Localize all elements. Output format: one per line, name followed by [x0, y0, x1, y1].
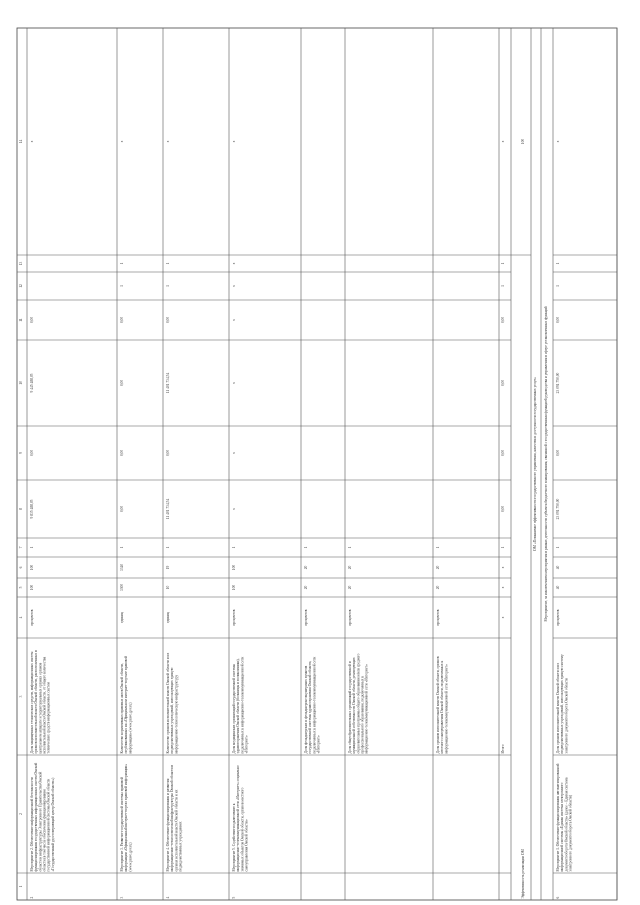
- total-cell-11: 0,00: [501, 316, 506, 324]
- row-2-cell-9: 0,00: [120, 449, 125, 457]
- row-2-cell-6: 3340: [120, 563, 125, 572]
- measure-section-header: Мероприятие, за исключением мероприятия в рамках деятельности субъекта бюджетного планирования, связанной с государственным функцией руководства и управления в сфере установленных функций: [544, 306, 549, 622]
- row-4-cell-9: х: [232, 452, 237, 454]
- header-cell-3: 3: [19, 695, 24, 698]
- header-cell-10: 10: [19, 381, 24, 385]
- row-3-cell-3: Количество органов исполнительной власти Омской области и ихподведомственных учреждений, использующих единуюинформационно-технологическую инфраструктуру: [166, 652, 179, 754]
- row-2-cell-14: х: [120, 140, 125, 143]
- effectiveness-label: Эффективность реализации ОМ: [521, 849, 526, 899]
- row-3-cell-10: 11 401 734,54: [166, 372, 171, 394]
- header-cell-12: 12: [19, 284, 24, 288]
- row-3-cell-6: 19: [166, 565, 171, 570]
- last-row-cell-10: 23 091 750,00: [556, 372, 561, 394]
- last-row-cell-3: Доля органов исполнительной власти Омской области и ихподведомственных учреждений, использующих единую системуэлектронного документооборота Омской области: [556, 654, 569, 754]
- row-4-cell-2: Мероприятие 5. Содействие подключению кинформационно-телекоммуникационной сети «Интернет» социальнозначимых объектов Омской области, органов местногосамоуправления Омской области»: [232, 765, 249, 872]
- last-row-cell-7: 1: [556, 546, 561, 549]
- header-cell-7: 7: [19, 546, 24, 549]
- row-3-cell-2: Мероприятие 4. Обеспечение функционирования и развитияинформационно-технологической инфраструктуры Омской области ворганах исполнительной власти Омской области и ихподведомственных учреждениях: [166, 764, 183, 872]
- last-row-cell-14: х: [556, 140, 561, 143]
- row-2-cell-3: Количество нормативных правовых актов Омской области,опубликованных на «Официальном интернет-портале правовойинформации» (www.pravo.gov.ru): [120, 655, 133, 754]
- row-5-cell-3: Доля фельдшерских и фельдшерско-акушерских пунктовгосударственной системы здравоохранения Омской области,подключенных к информационно-телекоммуникационной сети«Интернет»: [304, 656, 321, 754]
- row-6-cell-5: 20: [348, 585, 353, 590]
- row-3-cell-1: 4: [166, 896, 171, 899]
- row-1-cell-14: х: [30, 140, 35, 143]
- header-cell-1: 1: [19, 885, 24, 888]
- row-2-cell-1: 3: [120, 896, 125, 899]
- row-6-cell-4: процентов: [348, 609, 353, 626]
- total-cell-6: х: [501, 566, 506, 569]
- row-3-cell-9: 0,00: [166, 449, 171, 457]
- last-row-cell-5: 40: [556, 585, 561, 590]
- row-4-cell-13: х: [232, 262, 237, 265]
- row-4-cell-1: 5: [232, 896, 237, 899]
- total-cell-4: х: [501, 616, 506, 619]
- header-cell-5: 5: [19, 586, 24, 589]
- row-1-cell-10: 9 445 488,05: [30, 373, 35, 393]
- header-cell-9: 9: [19, 452, 24, 454]
- header-cell-13: 13: [19, 261, 24, 266]
- last-row-cell-4: процентов: [556, 609, 561, 626]
- last-row-cell-1: 6: [556, 896, 561, 899]
- row-2-cell-2: Мероприятие 3. Развитие государственной системы правовойинформации «Официальный интернет-портал правовой информации»(www.pravo.gov.ru): [120, 763, 133, 872]
- row-7-cell-7: 1: [436, 546, 441, 549]
- total-cell-14: х: [501, 140, 506, 143]
- row-3-cell-14: х: [166, 140, 171, 143]
- row-1-cell-7: 1: [30, 546, 35, 549]
- last-row-cell-2: Мероприятие 1. Обеспечение функционирования автоматизированнойинформационной системы «Единая система электронногодокументооборота Омской области» (далее – Единая системаэлектронного документооборота Омской области): [556, 763, 573, 872]
- row-1-cell-8: 9 835 488,05: [30, 499, 35, 519]
- row-5-cell-6: 20: [304, 565, 309, 570]
- row-4-cell-12: х: [232, 285, 237, 287]
- row-7-cell-4: процентов: [436, 609, 441, 626]
- row-3-cell-7: 1: [166, 546, 171, 549]
- effectiveness-value: 100: [521, 138, 526, 145]
- row-4-cell-3: Доля медицинских организаций государственной системыздравоохранения Омской области (больницы и поликлиники),подключенных к информационно-телекоммуникационной сети«Интернет»: [232, 656, 249, 754]
- total-cell-9: 0,00: [501, 449, 506, 457]
- row-1-cell-6: 100: [30, 564, 35, 571]
- row-1-cell-2: Мероприятие 2. Обеспечение информационной безопасностифункционирования государственных информационных систем Омскойобласти и инфраструктуры Электронного Правительства Омскойобласти (в том числе обеспечение функционированиягосударственной информационной системы Омской области«Государственный удостоверяющий центр Омской области»): [30, 762, 55, 872]
- row-3-cell-11: 0,00: [166, 316, 171, 324]
- last-row-cell-12: 1: [556, 285, 561, 287]
- last-row-cell-13: 1: [556, 262, 561, 265]
- row-2-cell-4: единиц: [120, 611, 125, 624]
- row-6-cell-7: 1: [348, 546, 353, 549]
- row-2-cell-12: 1: [120, 285, 125, 287]
- header-cell-6: 6: [19, 566, 24, 569]
- row-1-cell-5: 100: [30, 584, 35, 591]
- row-3-cell-13: 1: [166, 262, 171, 265]
- row-5-cell-4: процентов: [304, 609, 309, 626]
- row-1-cell-3: Доля защищенных технических средств, информационных системорганов исполнительной власти Омской области, расположенных вцентральном аппарате и территориальных органах органовисполнительной власти Омской области, от общего количестватехнических средств информационных систем: [30, 650, 51, 754]
- total-label: Итого: [501, 744, 506, 754]
- last-row-cell-8: 23 091 750,00: [556, 498, 561, 520]
- row-2-cell-10: 0,00: [120, 379, 125, 387]
- row-1-cell-11: 0,00: [30, 316, 35, 324]
- row-2-cell-8: 0,00: [120, 505, 125, 513]
- row-1-cell-1: 2: [30, 896, 35, 899]
- row-4-cell-8: х: [232, 508, 237, 510]
- row-5-cell-7: 1: [304, 546, 309, 549]
- row-4-cell-4: процентов: [232, 609, 237, 626]
- row-6-cell-3: Доля общеобразовательных организаций государственной имуниципальной собственности Омской области, реализующихобразовательные программы общего образования и/или среднегопрофессионального образования, подключенных кинформационно-телекоммуникационной сети «Интернет»: [348, 653, 369, 754]
- header-cell-8: 8: [19, 508, 24, 510]
- row-7-cell-3: Доля органов исполнительной власти Омской области, органовместного самоуправления Омской области, подключенных кинформационно-телекоммуникационной сети «Интернет»: [436, 656, 449, 754]
- last-row-cell-9: 0,00: [556, 449, 561, 457]
- total-cell-8: 0,00: [501, 505, 506, 513]
- row-2-cell-11: 0,00: [120, 316, 125, 324]
- total-cell-5: х: [501, 586, 506, 589]
- row-2-cell-7: 1: [120, 546, 125, 549]
- row-4-cell-11: х: [232, 319, 237, 321]
- header-cell-2: 2: [19, 813, 24, 815]
- row-5-cell-5: 20: [304, 585, 309, 590]
- row-4-cell-14: х: [232, 140, 237, 143]
- row-7-cell-6: 20: [436, 565, 441, 570]
- row-4-cell-6: 100: [232, 564, 237, 571]
- row-3-cell-8: 11 401 734,54: [166, 498, 171, 520]
- row-1-cell-9: 0,00: [30, 449, 35, 457]
- row-3-cell-12: 1: [166, 285, 171, 287]
- total-cell-12: 1: [501, 285, 506, 287]
- row-3-cell-5: 10: [166, 585, 171, 590]
- total-cell-7: 1: [501, 546, 506, 549]
- row-4-cell-5: 100: [232, 584, 237, 591]
- header-cell-14: 14: [19, 139, 24, 144]
- om-section-header: ОМ «Повышение эффективности государственного управления, качества и доступности государственных услуг»: [533, 377, 538, 551]
- row-7-cell-5: 20: [436, 585, 441, 590]
- row-4-cell-7: 1: [232, 546, 237, 549]
- row-6-cell-6: 20: [348, 565, 353, 570]
- row-2-cell-13: 1: [120, 262, 125, 265]
- row-3-cell-4: единиц: [166, 611, 171, 624]
- total-cell-13: 1: [501, 262, 506, 265]
- header-cell-4: 4: [19, 616, 24, 619]
- total-cell-10: 0,00: [501, 379, 506, 387]
- row-4-cell-10: х: [232, 382, 237, 384]
- header-cell-11: 11: [19, 318, 24, 322]
- last-row-cell-6: 40: [556, 565, 561, 570]
- row-1-cell-4: процентов: [30, 609, 35, 626]
- last-row-cell-11: 0,00: [556, 316, 561, 324]
- row-2-cell-5: 3300: [120, 583, 125, 592]
